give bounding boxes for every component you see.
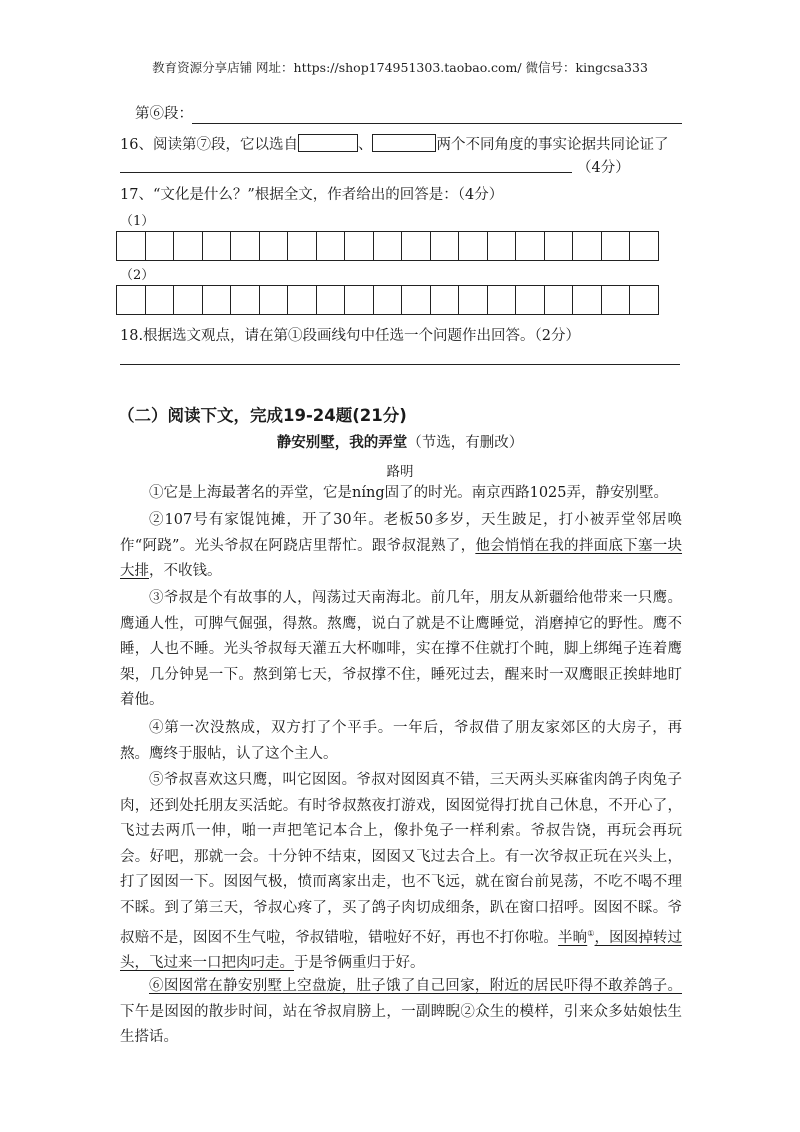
article-title-note: （节选，有删改） — [407, 435, 524, 451]
q18-answer-line[interactable] — [120, 364, 680, 365]
footnote-marker: ① — [587, 929, 595, 938]
paragraph-5-underlined-1: 半晌 — [558, 929, 588, 946]
paragraph-6-tail: 下午是囡囡的散步时间，站在爷叔肩膀上，一副睥睨②众生的模样，引来众多姑娘怯生生搭话。 — [120, 1003, 682, 1045]
q17-label-1: （1） — [120, 214, 155, 229]
q15-answer-line[interactable] — [192, 123, 682, 124]
paragraph-5-text: ⑤爷叔喜欢这只鹰，叫它囡囡。爷叔对囡囡真不错，三天两头买麻雀肉鸽子肉兔子肉，还到处托朋友买活蛇。有时爷叔熬夜打游戏，囡囡觉得打扰自己休息，不开心了，飞过去两爪一伸，啪一声把笔记本合上，像扑兔子一样利索。爷叔告饶，再玩会再玩会。好吧，那就一会。十分钟不结束，囡囡又飞过去合上。有一次爷叔正玩在兴头上，打了囡囡一下。囡囡气极，愤而离家出走，也不飞远，就在窗台前晃荡，不吃不喝不理不睬。到了第三天，爷叔心疼了，买了鸽子肉切成细条，趴在窗口招呼。囡囡不睬。爷叔赔不是，囡囡不生气啦，爷叔错啦，错啦好不好，再也不打你啦。 — [120, 772, 682, 946]
q16-answer-line[interactable] — [120, 172, 572, 173]
q16-sep: 、 — [357, 137, 373, 153]
article-author: 路明 — [386, 464, 414, 480]
q16-answer-box-2[interactable] — [372, 134, 436, 152]
question-18: 18.根据选文观点，请在第①段画线句中任选一个问题作出回答。（2分） — [120, 328, 581, 344]
paragraph-6 — [120, 974, 682, 1051]
paragraph-2 — [120, 508, 682, 585]
q16-prefix: 16、阅读第⑦段，它以选自 — [120, 137, 298, 153]
section-title: （二）阅读下文，完成19-24题(21分) — [118, 406, 407, 425]
question-16 — [120, 134, 668, 155]
q17-answer-grid-2[interactable] — [117, 285, 659, 315]
q16-answer-box-1[interactable] — [298, 134, 358, 152]
paragraph-3: ③爷叔是个有故事的人，闯荡过天南海北。前几年，朋友从新疆给他带来一只鹰。鹰通人性，可脾气倔强，得熬。熬鹰，说白了就是不让鹰睡觉，消磨掉它的野性。鹰不睡，人也不睡。光头爷叔每天灌五大杯咖啡，实在撑不住就打个盹，脚上绑绳子连着鹰架，几分钟晃一下。熬到第七天，爷叔撑不住，睡死过去，醒来时一双鹰眼正挨蚌地盯着他。 — [120, 590, 682, 708]
paragraph-5-tail: 于是爷俩重归于好。 — [294, 955, 425, 972]
page-header: 教育资源分享店铺 网址：https://shop174951303.taobao.com/ 微信号：kingcsa333 — [152, 60, 648, 75]
paragraph-2-tail: ，不收钱。 — [149, 563, 222, 579]
q16-suffix: 两个不同角度的事实论据共同论证了 — [436, 137, 669, 153]
paragraph-5 — [120, 768, 682, 977]
paragraph-2-underlined: 他会悄悄在我的拌面底下塞一块大排 — [120, 537, 683, 579]
paragraph-2-text: ②107号有家馄饨摊，开了30年。老板50多岁，天生跛足，打小被弄堂邻居唤作“阿跷”。光头爷叔在阿跷店里帮忙。跟爷叔混熟了， — [120, 512, 682, 554]
paragraph-4: ④第一次没熬成，双方打了个平手。一年后，爷叔借了朋友家郊区的大房子，再熬。鹰终于服帖，认了这个主人。 — [120, 720, 682, 762]
paragraph-5-underlined-2: ，囡囡掉转过头，飞过来一口把肉叼走。 — [120, 929, 683, 972]
question-17: 17、“文化是什么？”根据全文，作者给出的回答是：（4分） — [120, 187, 504, 203]
q17-answer-grid-1[interactable] — [117, 231, 659, 261]
paragraph-6-underlined: ⑥囡囡常在静安别墅上空盘旋，肚子饿了自己回家，附近的居民吓得不敢养鸽子。 — [149, 978, 682, 994]
paragraph-1: ①它是上海最著名的弄堂，它是níng固了的时光。南京西路1025弄，静安别墅。 — [149, 485, 668, 501]
q16-score: （4分） — [577, 160, 630, 176]
article-title — [0, 431, 800, 452]
article-title-main: 静安别墅，我的弄堂 — [276, 434, 408, 451]
q15-label: 第⑥段： — [135, 106, 193, 122]
q17-label-2: （2） — [120, 268, 155, 283]
